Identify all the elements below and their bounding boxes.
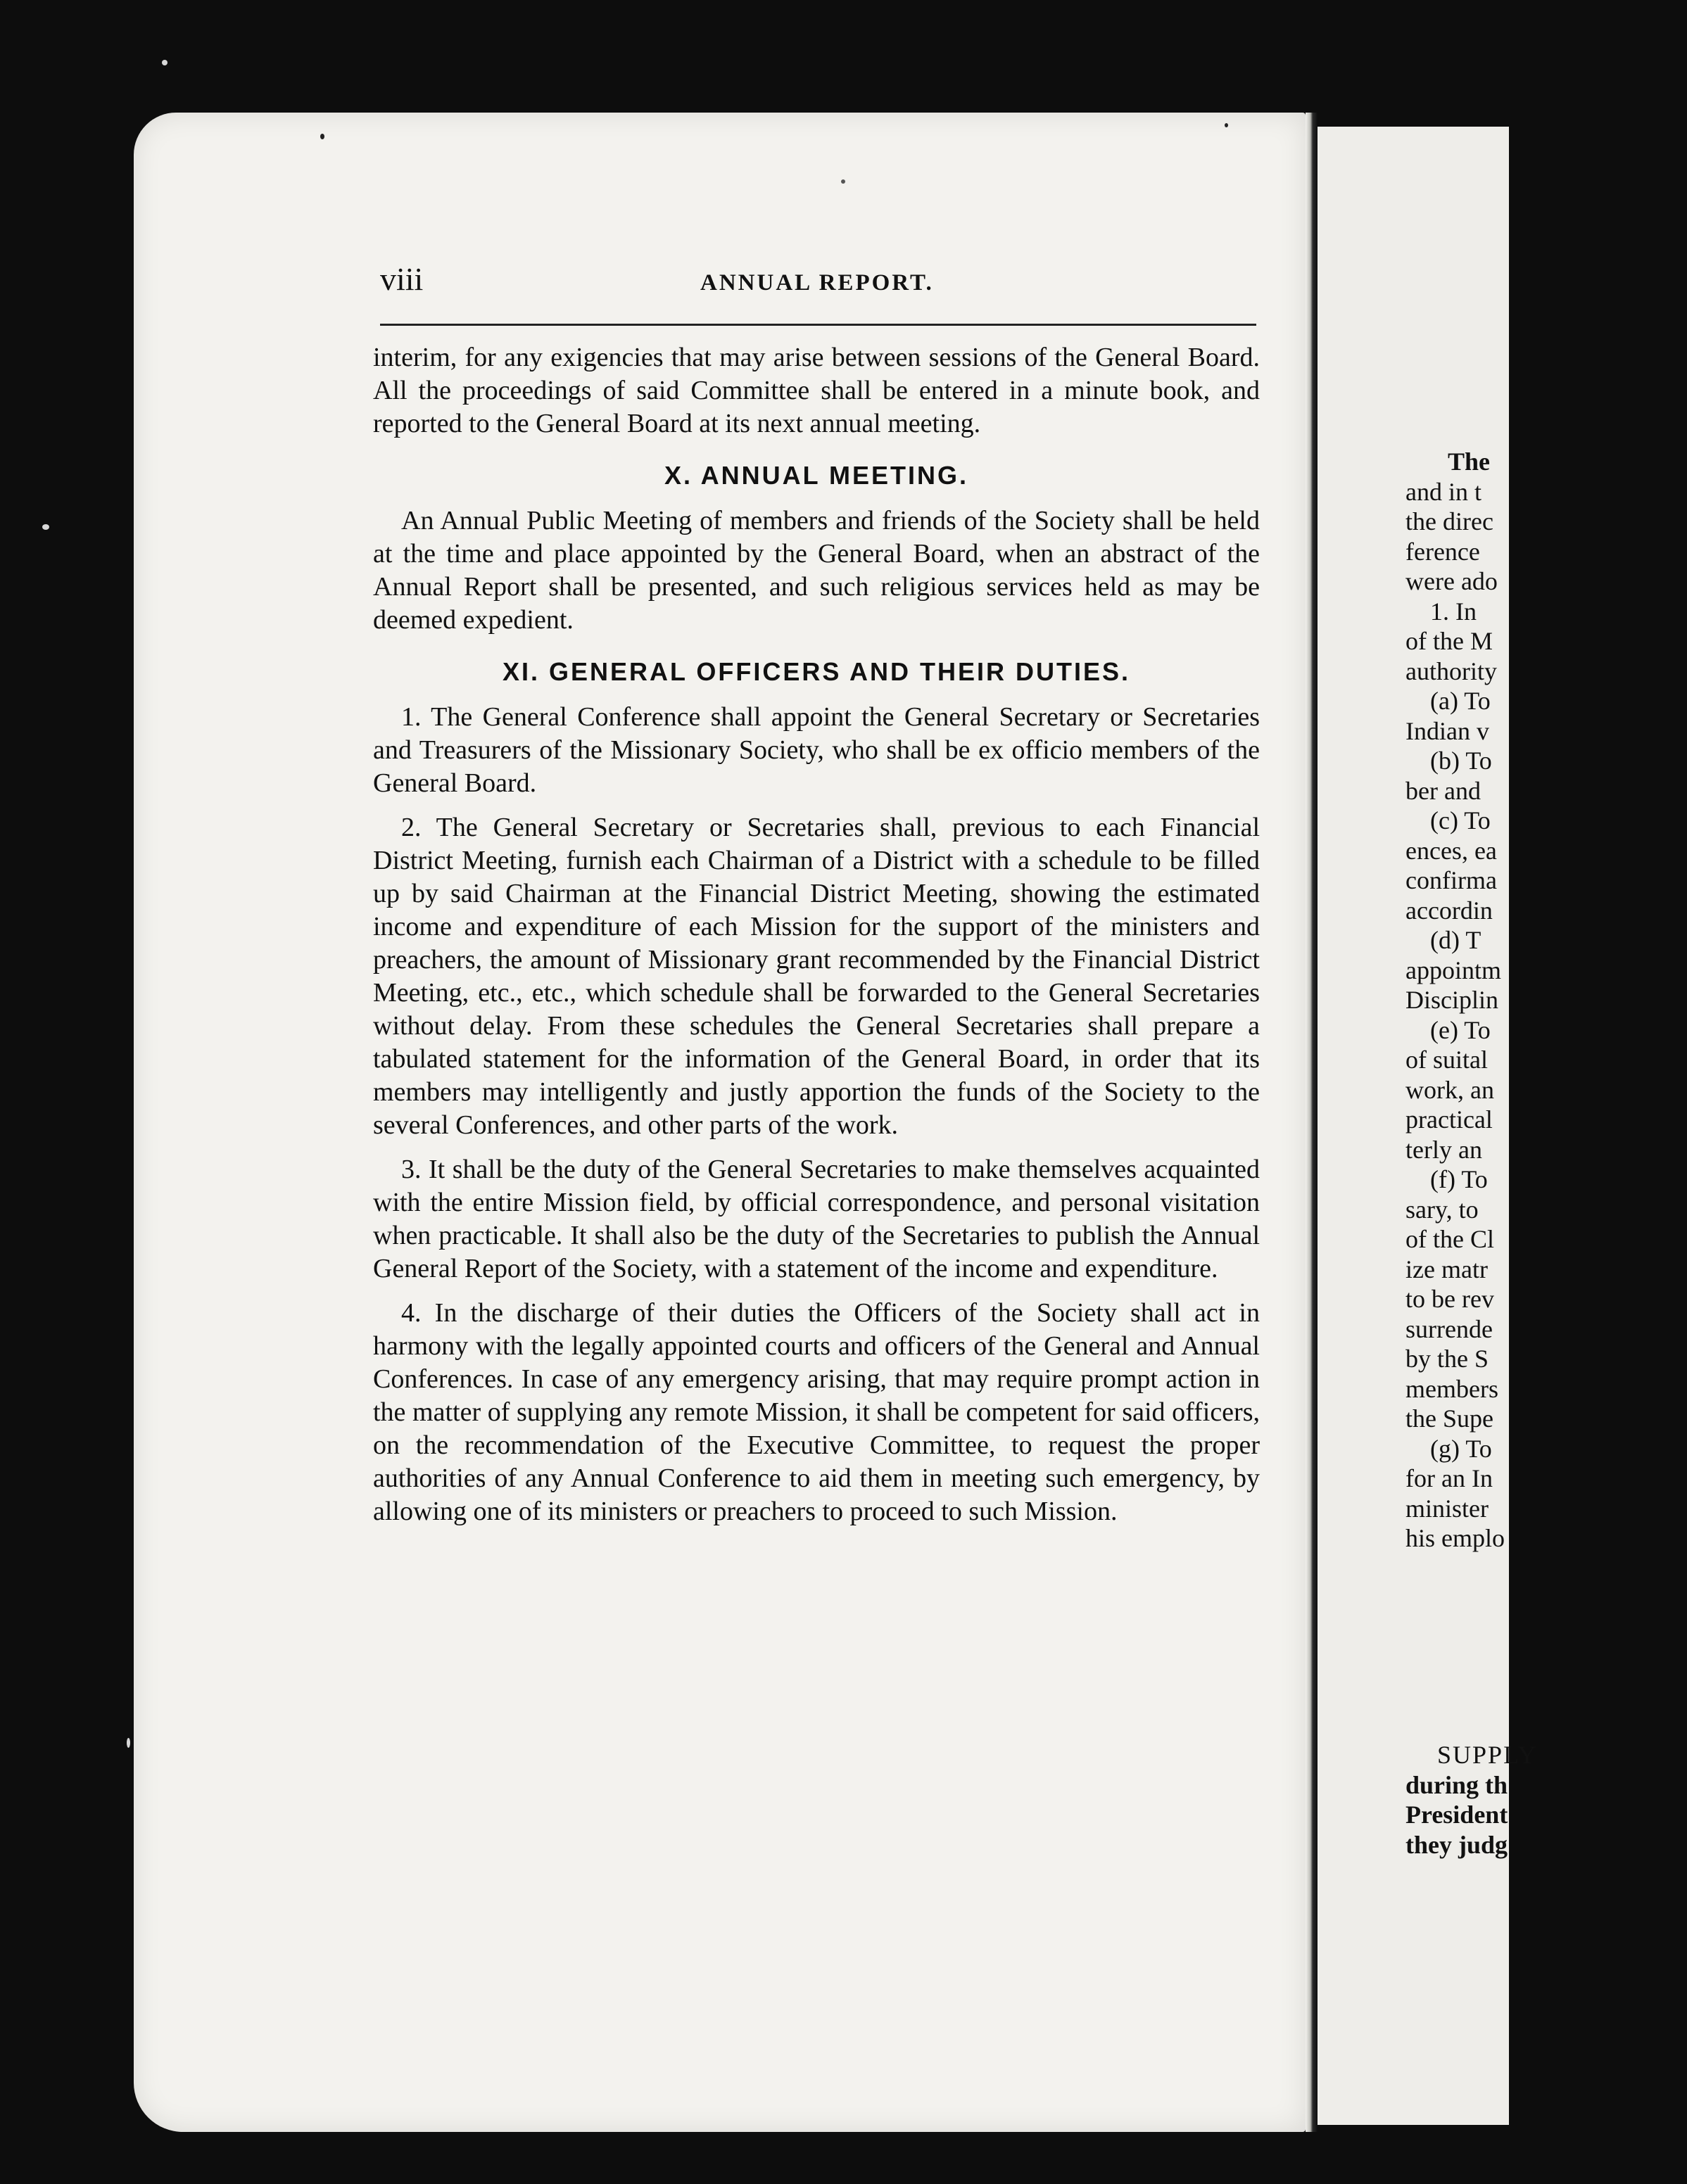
running-head: ANNUAL REPORT. bbox=[700, 270, 934, 296]
dust-speck bbox=[42, 524, 49, 530]
right-line: Disciplin bbox=[1405, 986, 1498, 1014]
paragraph-4: 4. In the discharge of their duties the Officers of the Society shall act in harmony with the legally appointed courts and officers of the General and Annual Conferences. In case of any emergency arising, that may require prompt action in the matter of supplying any remote Mission, it shall be competent for said officers, on the recommendation of the Executive Committee, to request the proper authorities of any Annual Conference to aid them in meeting such emergency, by allowing one of its ministers or preachers to proceed to such Mission. bbox=[373, 1298, 1260, 1526]
right-line: President bbox=[1405, 1801, 1508, 1829]
section-heading-general-officers: XI. GENERAL OFFICERS AND THEIR DUTIES. bbox=[502, 657, 1131, 686]
right-line: during th bbox=[1405, 1770, 1508, 1799]
right-line: the direc bbox=[1405, 507, 1493, 535]
right-line: ference bbox=[1405, 537, 1480, 566]
paragraph-1: 1. The General Conference shall appoint the General Secretary or Secretaries and Treasurers of the Missionary Society, who shall be ex officio members of the General Board. bbox=[373, 702, 1260, 798]
dust-speck bbox=[162, 60, 168, 65]
right-line: ences, ea bbox=[1405, 836, 1497, 865]
right-line: (b) To bbox=[1430, 747, 1492, 775]
right-line: of suital bbox=[1405, 1046, 1488, 1074]
right-line: The bbox=[1448, 447, 1491, 476]
right-line: minister bbox=[1405, 1494, 1489, 1523]
paragraph-2: 2. The General Secretary or Secretaries shall, previous to each Financial District Meeting, furnish each Chairman of a District with a schedule to be filled up by said Chairman at the Financial District Meeting, showing the estimated income and expenditure of each Mission for the support of the ministers and preachers, the amount of Missionary grant recommended by the Financial District Meeting, etc., etc., which schedule shall be forwarded to the General Secretaries without delay. From these schedules the General Secretaries shall prepare a tabulated statement for the information of the General Board, in order that its members may intelligently and justly apportion the funds of the Society to the several Conferences, and other parts of the work. bbox=[373, 813, 1260, 1140]
right-line: confirma bbox=[1405, 866, 1497, 894]
header-rule bbox=[380, 324, 1256, 326]
right-line: the Supe bbox=[1405, 1404, 1493, 1433]
right-line: SUPPLY bbox=[1437, 1741, 1538, 1769]
section-heading-annual-meeting: X. ANNUAL MEETING. bbox=[664, 461, 969, 490]
right-line: (g) To bbox=[1430, 1434, 1492, 1463]
right-line: and in t bbox=[1405, 477, 1481, 506]
right-line: of the M bbox=[1405, 627, 1493, 655]
book-gutter bbox=[1306, 113, 1318, 2132]
right-line: ize matr bbox=[1405, 1255, 1488, 1283]
right-line: ber and bbox=[1405, 776, 1481, 805]
right-bottom-paragraph bbox=[1405, 1740, 1537, 1860]
right-line: 1. In bbox=[1430, 597, 1477, 626]
right-line: (a) To bbox=[1430, 687, 1491, 715]
right-line: accordin bbox=[1405, 896, 1493, 925]
right-line: (c) To bbox=[1430, 806, 1491, 834]
intro-paragraph: interim, for any exigencies that may arise between sessions of the General Board. All the proceedings of said Committee shall be entered in a minute book, and reported to the General Board at its next annual meeting. bbox=[373, 343, 1260, 438]
right-line: were ado bbox=[1405, 567, 1498, 595]
right-line: sary, to bbox=[1405, 1195, 1479, 1224]
right-line: for an In bbox=[1405, 1464, 1493, 1492]
annual-meeting-paragraph: An Annual Public Meeting of members and friends of the Society shall be held at the time and place appointed by the General Board, when an abstract of the Annual Report shall be presented, and such religious services held as may be deemed expedient. bbox=[373, 506, 1260, 635]
paragraph-3: 3. It shall be the duty of the General Secretaries to make themselves acquainted with the entire Mission field, by official correspondence, and personal visitation when practicable. It shall also be the duty of the Secretaries to publish the Annual General Report of the Society, with a statement of the income and expenditure. bbox=[373, 1155, 1260, 1283]
right-line: practical bbox=[1405, 1105, 1493, 1134]
right-page bbox=[1318, 127, 1538, 2125]
right-line: terly an bbox=[1405, 1135, 1482, 1164]
right-line: authority bbox=[1405, 656, 1497, 685]
right-line: appointm bbox=[1405, 956, 1501, 984]
right-line: members bbox=[1405, 1374, 1498, 1403]
right-line: they judg bbox=[1405, 1830, 1508, 1859]
page-number: viii bbox=[380, 261, 424, 297]
right-line: (f) To bbox=[1430, 1165, 1488, 1193]
right-line: surrende bbox=[1405, 1314, 1493, 1343]
dust-speck bbox=[127, 1738, 130, 1748]
right-line: of the Cl bbox=[1405, 1225, 1494, 1253]
dust-speck bbox=[1225, 123, 1228, 127]
right-line: (d) T bbox=[1430, 926, 1481, 954]
left-page-text bbox=[373, 341, 1260, 1539]
right-line: to be rev bbox=[1405, 1285, 1494, 1313]
page-header bbox=[380, 260, 1260, 317]
right-line: Indian v bbox=[1405, 716, 1489, 745]
dust-speck bbox=[320, 134, 324, 139]
right-line: his emplo bbox=[1405, 1524, 1505, 1552]
right-page-text bbox=[1405, 447, 1687, 1859]
dust-speck bbox=[841, 179, 845, 184]
right-line: work, an bbox=[1405, 1075, 1494, 1104]
right-line: (e) To bbox=[1430, 1015, 1491, 1044]
right-line: by the S bbox=[1405, 1345, 1489, 1373]
